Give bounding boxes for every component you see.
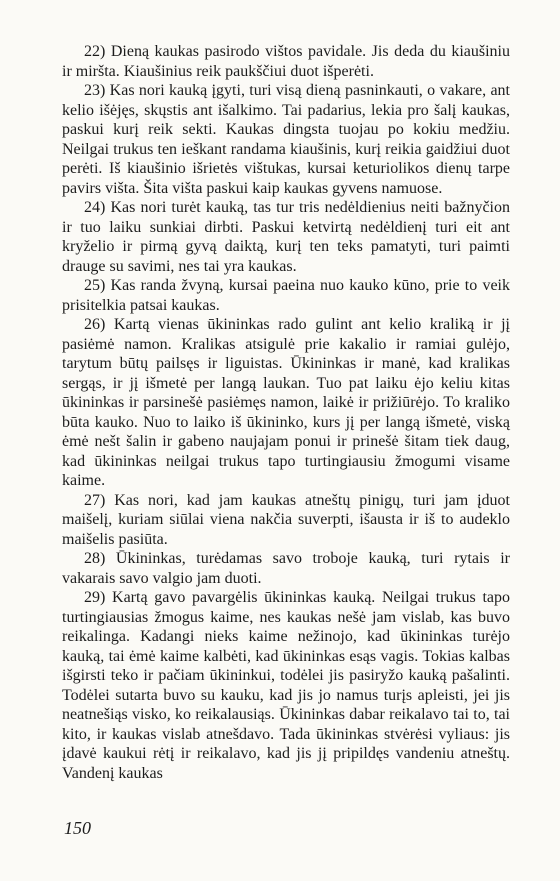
paragraph-26: 26) Kartą vienas ūkininkas rado gulint ant kelio kraliką ir jį pasiėmė namon. Kralikas atsigulė prie kakalio ir ramiai gulėjo, tarytum būtų pailsęs ir liguistas. Ūkininkas ir manė, kad kralikas sergąs, ir jį išmetė per langą laukan. Tuo pat laiku ėjo keliu kitas ūkininkas ir parsinešė pasiėmęs namon, laikė ir prižiūrėjo. To kraliko būta kauko. Nuo to laiko iš ūkininko, kurs jį per langą išmetė, viską ėmė nešt šalin ir gabeno naujajam ponui ir prinešė šitam tiek daug, kad ūkininkas neilgai trukus tapo turtingiausiu žmogumi visame kaime.: [62, 316, 510, 489]
paragraph-24: 24) Kas nori turėt kauką, tas tur tris nedėldienius neiti bažnyčion ir tuo laiku sunkiai dirbti. Paskui ketvirtą nedėldienį turi eit ant kryželio ir pirmą gyvą daiktą, kurį ten teks pamatyti, turi paimti drauge su savimi, nes tai yra kaukas.: [62, 199, 510, 275]
page-number: 150: [64, 818, 91, 838]
paragraph-23: 23) Kas nori kauką įgyti, turi visą dieną pasninkauti, o vakare, ant kelio išėjęs, skųstis ant išalkimo. Tai padarius, lekia pro šalį kaukas, paskui kurį reik sekti. Kaukas dingsta tuojau po kokiu medžiu. Neilgai trukus ten ieškant randama kiaušinis, kurį reikia gaidžiui duot perėti. Iš kiaušinio išrietės vištukas, kursai keturiolikos dienų tarpe pavirs višta. Šita višta paskui kaip kaukas gyvens namuose.: [62, 82, 510, 197]
paragraph-29: 29) Kartą gavo pavargėlis ūkininkas kauką. Neilgai trukus tapo turtingiausias žmogus kaime, nes kaukas nešė jam vislab, kas buvo reikalinga. Kadangi nieks kaime nežinojo, kad ūkininkas turėjo kauką, tai ėmė kaime kalbėti, kad ūkininkas esąs vagis. Tokias kalbas išgirsti teko ir pačiam ūkininkui, todėlei jis pasiryžo kauką pašalinti. Todėlei sutarta buvo su kauku, kad jis jo namus turįs apleisti, jei jis neatnešiąs visko, ko reikalausiąs. Ūkininkas dabar reikalavo tai to, tai kito, ir kaukas vislab atnešdavo. Tada ūkininkas stvėrėsi vyliaus: jis įdavė kaukui rėtį ir reikalavo, kad jis jį pripildęs vandeniu atneštų. Vandenį kaukas: [62, 589, 510, 782]
paragraph-28: 28) Ūkininkas, turėdamas savo troboje kauką, turi rytais ir vakarais savo valgio jam duoti.: [62, 550, 510, 587]
paragraph-25: 25) Kas randa žvyną, kursai paeina nuo kauko kūno, prie to veik prisitelkia patsai kaukas.: [62, 277, 510, 314]
paragraph-22: 22) Dieną kaukas pasirodo vištos pavidale. Jis deda du kiaušiniu ir miršta. Kiaušinius reik paukščiui duot išperėti.: [62, 43, 510, 80]
page-text: [62, 42, 510, 783]
paragraph-27: 27) Kas nori, kad jam kaukas atneštų pinigų, turi jam įduot maišelį, kuriam siūlai viena nakčia suverpti, išausta ir iš to audeklo maišelis pasiūta.: [62, 491, 510, 548]
